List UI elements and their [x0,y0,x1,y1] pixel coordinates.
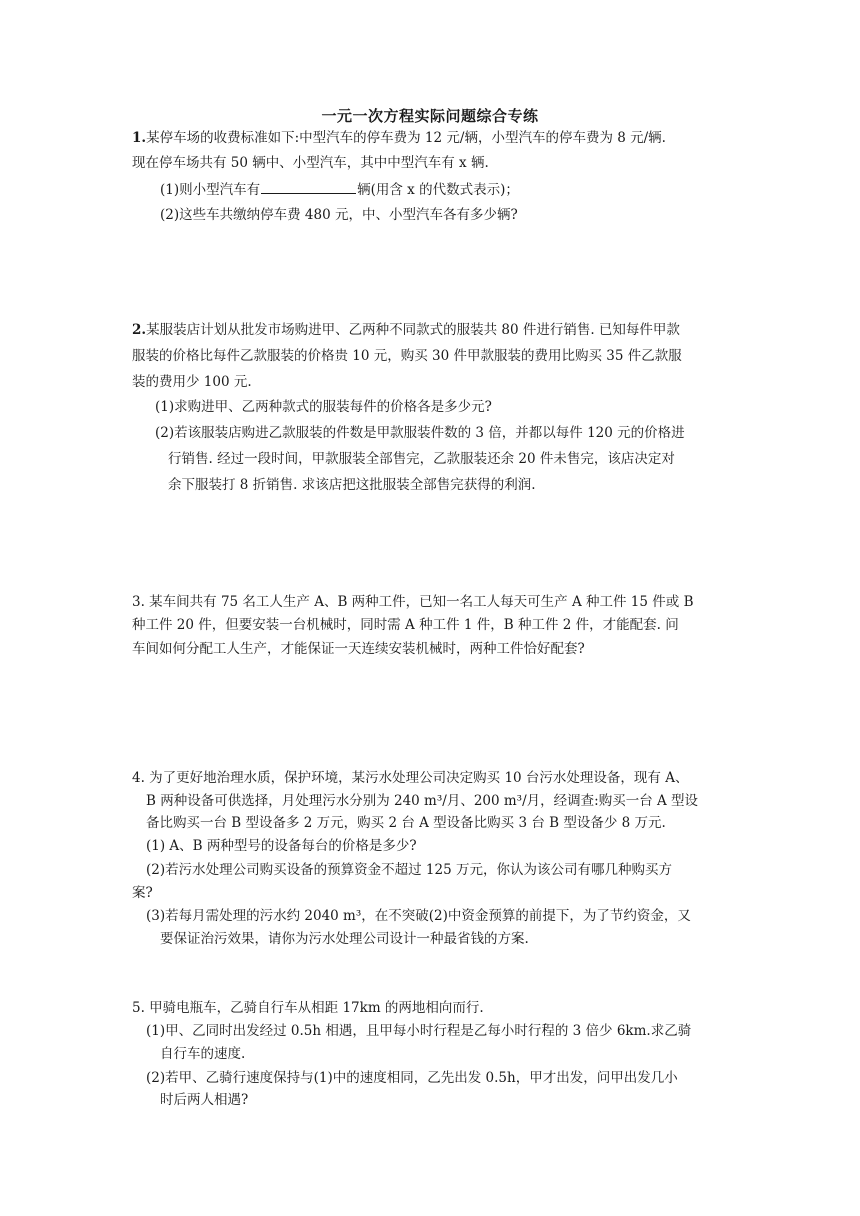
q2-part-2-line-3: 余下服装打 8 折销售. 求该店把这批服装全部售完获得的利润. [168,477,536,493]
q4-part-2-line-2: 案? [132,885,153,901]
q3-line-1: 3. 某车间共有 75 名工人生产 A、B 两种工件，已知一名工人每天可生产 A 种工件 15 件或 B [132,594,694,610]
q4-line-1: 4. 为了更好地治理水质，保护环境，某污水处理公司决定购买 10 台污水处理设备，现有 A、 [132,770,689,786]
q2-part-2-line-2: 行销售. 经过一段时间，甲款服装全部售完，乙款服装还余 20 件未售完，该店决定对 [168,451,675,467]
q4-part-3-line-2: 要保证治污效果，请你为污水处理公司设计一种最省钱的方案. [160,931,529,947]
document-title: 一元一次方程实际问题综合专练 [321,107,539,125]
q1-part-1 [160,179,519,200]
q1-part-2: (2)这些车共缴纳停车费 480 元，中、小型汽车各有多少辆? [160,207,518,223]
q3-line-3: 车间如何分配工人生产，才能保证一天连续安装机械时，两种工件恰好配套? [132,641,585,657]
q5-part-1-line-1: (1)甲、乙同时出发经过 0.5h 相遇，且甲每小时行程是乙每小时行程的 3 倍少 6km.求乙骑 [146,1023,692,1039]
answer-blank[interactable] [261,179,356,194]
q2-text-1: 某服装店计划从批发市场购进甲、乙两种不同款式的服装共 80 件进行销售. 已知每件甲款 [146,322,680,338]
q2-number: 2. [132,322,147,338]
q4-part-1: (1) A、B 两种型号的设备每台的价格是多少? [146,838,417,854]
q5-part-2-line-2: 时后两人相遇? [160,1092,249,1108]
q2-line-2: 服装的价格比每件乙款服装的价格贵 10 元，购买 30 件甲款服装的费用比购买 35 件乙款服 [132,348,682,364]
q1-line-2: 现在停车场共有 50 辆中、小型汽车，其中中型汽车有 x 辆. [132,155,489,171]
q1-part-1-after: 辆(用含 x 的代数式表示)； [357,182,519,198]
q1-text-1: 某停车场的收费标准如下:中型汽车的停车费为 12 元/辆，小型汽车的停车费为 8 元/辆. [146,130,666,146]
q5-line-1: 5. 甲骑电瓶车，乙骑自行车从相距 17km 的两地相向而行. [132,1000,484,1016]
q4-part-3-line-1: (3)若每月需处理的污水约 2040 m³，在不突破(2)中资金预算的前提下，为了节约资金，又 [146,908,691,924]
q5-part-2-line-1: (2)若甲、乙骑行速度保持与(1)中的速度相同，乙先出发 0.5h，甲才出发，问甲出发几小 [146,1070,678,1086]
q1-line-1 [132,128,666,148]
q2-part-2-line-1: (2)若该服装店购进乙款服装的件数是甲款服装件数的 3 倍，并都以每件 120 元的价格进 [155,425,685,441]
q4-line-3: 备比购买一台 B 型设备多 2 万元，购买 2 台 A 型设备比购买 3 台 B 型设备少 8 万元. [146,815,666,831]
q2-line-1 [132,320,680,340]
q2-part-1: (1)求购进甲、乙两种款式的服装每件的价格各是多少元? [155,399,492,415]
q5-part-1-line-2: 自行车的速度. [160,1046,246,1062]
q1-number: 1. [132,130,147,146]
q2-line-3: 装的费用少 100 元. [132,374,252,390]
q1-part-1-before: (1)则小型汽车有 [160,182,261,198]
q4-part-2-line-1: (2)若污水处理公司购买设备的预算资金不超过 125 万元，你认为该公司有哪几种购买方 [146,862,672,878]
q3-line-2: 种工件 20 件，但要安装一台机械时，同时需 A 种工件 1 件，B 种工件 2 件，才能配套. 问 [132,617,679,633]
q4-line-2: B 两种设备可供选择，月处理污水分别为 240 m³/月、200 m³/月，经调查:购买一台 A 型设 [146,793,699,809]
